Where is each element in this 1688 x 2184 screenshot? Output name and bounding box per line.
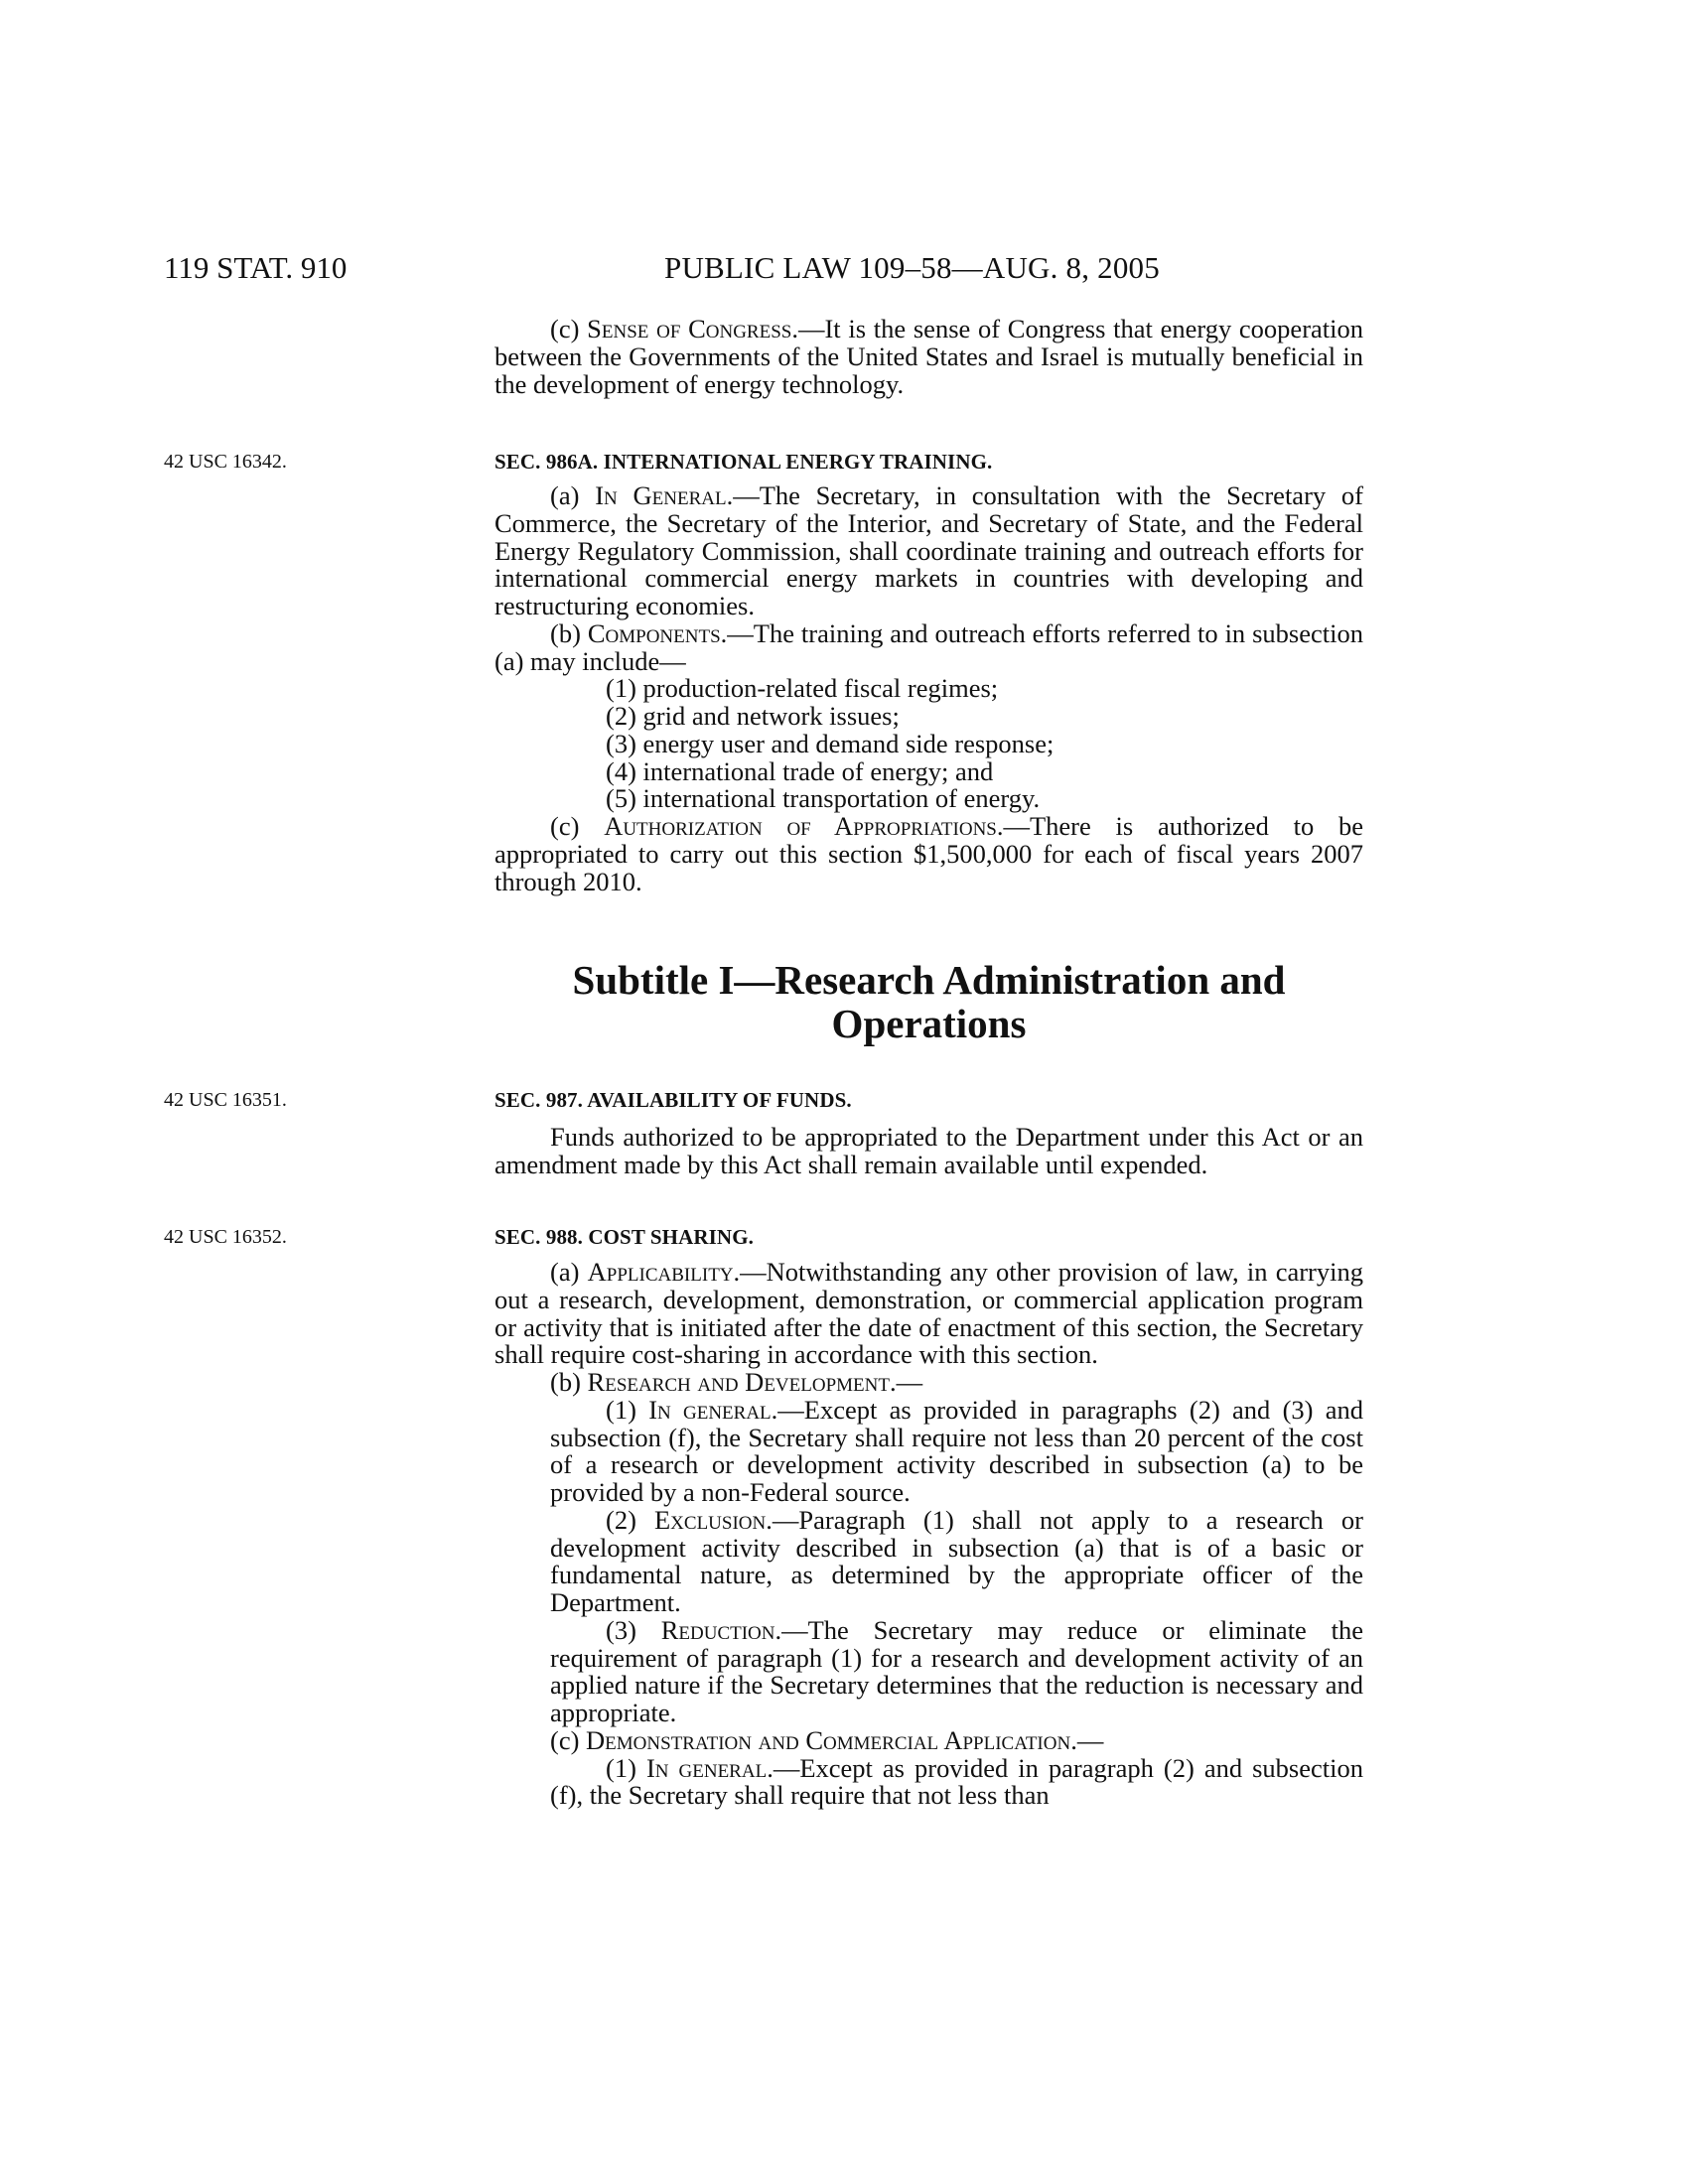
subtitle-line-1: Subtitle I—Research Administration and — [572, 957, 1286, 1003]
sec-988-subsection-a — [494, 1259, 1363, 1369]
subsection-label: Demonstration and Commercial Application — [586, 1724, 1071, 1755]
paragraph-text: .—Except as provided in paragraph (2) and subsection (f), the Secretary shall require that not less than — [550, 1752, 1363, 1811]
sec-988-c-paragraphs — [494, 1752, 1363, 1811]
list-item: (3) energy user and demand side response; — [606, 728, 1055, 758]
subsection-label: Components — [587, 617, 721, 648]
subsection-dash: .— — [889, 1367, 923, 1397]
sec-988-subsection-b — [494, 1369, 1363, 1397]
paragraph-prefix: (3) — [606, 1614, 661, 1645]
subsection-prefix: (a) — [550, 1257, 588, 1287]
usc-note-16351: 42 USC 16351. — [164, 1089, 287, 1111]
subsection-text: .—The Secretary, in consultation with the Secretary of Commerce, the Secretary of the Interior, and Secretary of State, and the Federal Energy Regulatory Commission, shall coordinate training and outreach efforts for international commercial energy markets in countries with developing and restructuring economies. — [494, 480, 1363, 620]
list-item: (2) grid and network issues; — [606, 701, 900, 731]
sec-986a — [494, 449, 1363, 477]
subsection-prefix: (c) — [550, 811, 605, 841]
sec-988-body — [494, 1259, 1363, 1810]
paragraph-prefix: (1) — [606, 1394, 649, 1425]
sec-988-b1 — [550, 1394, 1364, 1507]
subsection-prefix: (b) — [550, 617, 588, 648]
usc-note-16352: 42 USC 16352. — [164, 1226, 287, 1248]
sec-986a-subsection-c — [494, 813, 1363, 895]
sec-988 — [494, 1224, 1363, 1252]
sec-986a-body — [494, 482, 1363, 895]
subsection-label: Research and Development — [587, 1367, 890, 1397]
running-header — [164, 248, 1365, 288]
sec-987-text: Funds authorized to be appropriated to the Department under this Act or an amendment made by this Act shall remain available until expended. — [494, 1122, 1363, 1179]
subsection-prefix: (c) — [550, 1724, 587, 1755]
subsection-label: Applicability — [587, 1257, 734, 1287]
paragraph-prefix: (1) — [606, 1752, 646, 1783]
paragraph-label: Reduction — [660, 1614, 775, 1645]
sec-987-body — [494, 1124, 1363, 1179]
sec-988-b3 — [550, 1614, 1364, 1727]
list-item: (5) international transportation of energy. — [606, 783, 1041, 814]
paragraph-prefix: (2) — [606, 1504, 654, 1535]
sec-988-subsection-c — [494, 1724, 1363, 1755]
sec-986a-subsection-a — [494, 482, 1363, 620]
sec-988-c1 — [550, 1752, 1363, 1811]
sec-988-b2 — [550, 1504, 1363, 1617]
subtitle-line-2: Operations — [831, 1001, 1027, 1046]
subtitle-heading — [494, 958, 1363, 1045]
subsection-text: .—The training and outreach efforts referred to in subsection (a) may include— — [494, 617, 1363, 676]
sense-of-congress-paragraph — [494, 316, 1363, 398]
subsection-dash: .— — [1070, 1724, 1104, 1755]
usc-note-16342: 42 USC 16342. — [164, 451, 287, 473]
subsection-prefix: (b) — [550, 1367, 588, 1397]
list-item: (4) international trade of energy; and — [606, 755, 994, 786]
subsection-text: .—Notwithstanding any other provision of law, in carrying out a research, development, demonstration, or commercial application program or activity that is initiated after the date of enactment of this section, the Secretary shall require cost-sharing in accordance with this section. — [494, 1257, 1363, 1370]
subsection-label: Authorization of Appropriations — [604, 811, 997, 841]
stat-page-number: 119 STAT. 910 — [164, 250, 348, 285]
subsection-label: In General — [595, 480, 727, 510]
subsection-prefix: (a) — [550, 480, 596, 510]
paragraph-label: In general — [645, 1752, 768, 1783]
sense-prefix: (c) — [550, 314, 588, 343]
paragraph-text: .—The Secretary may reduce or eliminate the requirement of paragraph (1) for a research and development activity of an applied nature if the Secretary determines that the reduction is necessary and appropriate. — [550, 1614, 1364, 1727]
sec-986a-subsection-b — [494, 617, 1363, 676]
sec-988-b-paragraphs — [494, 1394, 1364, 1727]
paragraph-label: In general — [648, 1394, 772, 1425]
subsection-text: .—There is authorized to be appropriated to carry out this section $1,500,000 for each of fiscal years 2007 through 2010. — [494, 811, 1363, 896]
sec-987-heading: SEC. 987. AVAILABILITY OF FUNDS. — [494, 1088, 852, 1112]
sec-987 — [494, 1087, 1363, 1115]
list-item: (1) production-related fiscal regimes; — [606, 673, 999, 704]
sense-label: Sense of Congress — [587, 314, 792, 343]
sec-986a-heading: SEC. 986A. INTERNATIONAL ENERGY TRAINING. — [494, 450, 993, 474]
public-law-citation: PUBLIC LAW 109–58—AUG. 8, 2005 — [664, 250, 1160, 285]
sec-988-heading: SEC. 988. COST SHARING. — [494, 1225, 754, 1249]
paragraph-text: .—Except as provided in paragraphs (2) and (3) and subsection (f), the Secretary shall require not less than 20 percent of the cost of a research or development activity described in subsection (a) to be provided by a non-Federal source. — [550, 1394, 1364, 1507]
paragraph-label: Exclusion — [654, 1504, 767, 1535]
paragraph-text: .—Paragraph (1) shall not apply to a research or development activity described in subsection (a) that is of a basic or fundamental nature, as determined by the appropriate officer of the Department. — [550, 1504, 1363, 1617]
sense-text: .—It is the sense of Congress that energy cooperation between the Governments of the United States and Israel is mutually beneficial in the development of energy technology. — [494, 314, 1364, 399]
